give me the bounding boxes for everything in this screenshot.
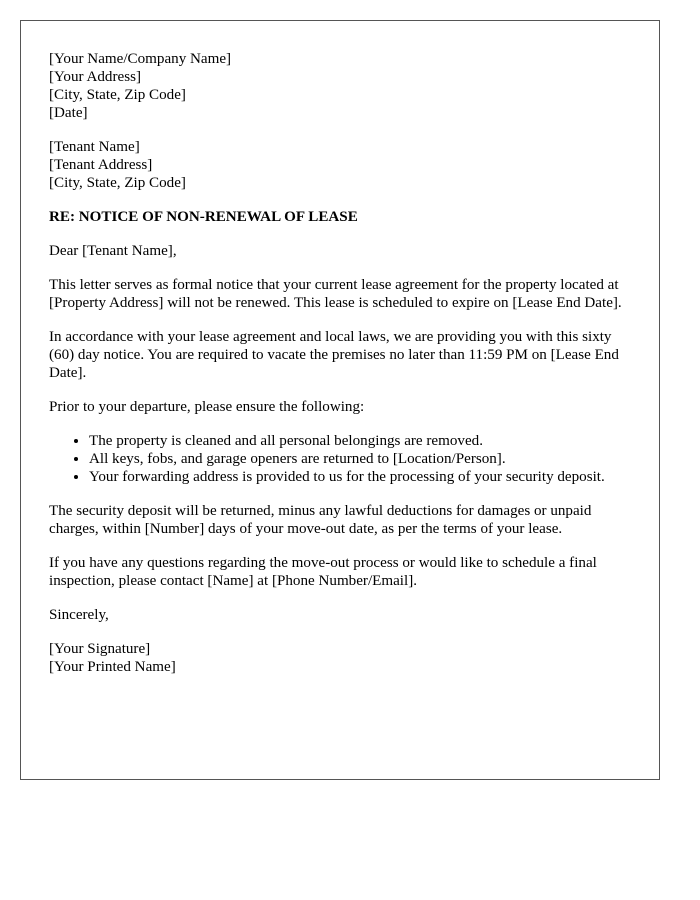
checklist [49, 432, 631, 486]
tenant-address: [Tenant Address] [49, 157, 153, 173]
salutation: Dear [Tenant Name], [49, 243, 177, 259]
letter-document [20, 20, 660, 780]
paragraph-notice: This letter serves as formal notice that your current lease agreement for the property located at [Property Address] will not be renewed. This lease is scheduled to expire on [Lease End Date]. [49, 277, 622, 311]
sender-block [49, 50, 631, 122]
recipient-block [49, 138, 631, 192]
paragraph-questions: If you have any questions regarding the move-out process or would like to schedule a final inspection, please contact [Name] at [Phone Number/Email]. [49, 555, 597, 589]
sender-address: [Your Address] [49, 69, 141, 85]
sender-name: [Your Name/Company Name] [49, 51, 232, 67]
letter-date: [Date] [49, 105, 88, 121]
closing: Sincerely, [49, 607, 109, 623]
tenant-name: [Tenant Name] [49, 139, 140, 155]
paragraph-prior-departure: Prior to your departure, please ensure the following: [49, 399, 365, 415]
signature-block [49, 640, 631, 676]
subject-line: RE: NOTICE OF NON-RENEWAL OF LEASE [49, 209, 358, 225]
signature-placeholder: [Your Signature] [49, 641, 151, 657]
printed-name: [Your Printed Name] [49, 659, 176, 675]
paragraph-deposit: The security deposit will be returned, minus any lawful deductions for damages or unpaid charges, within [Number] days of your move-out date, as per the terms of your lease. [49, 503, 592, 537]
list-item: • All keys, fobs, and garage openers are returned to [Location/Person]. [89, 450, 631, 468]
list-item: • The property is cleaned and all personal belongings are removed. [89, 432, 631, 450]
tenant-city-state-zip: [City, State, Zip Code] [49, 175, 186, 191]
sender-city-state-zip: [City, State, Zip Code] [49, 87, 186, 103]
paragraph-vacate: In accordance with your lease agreement and local laws, we are providing you with this sixty (60) day notice. You are required to vacate the premises no later than 11:59 PM on [Lease End Date]. [49, 329, 619, 381]
list-item: • Your forwarding address is provided to us for the processing of your security deposit. [89, 468, 631, 486]
